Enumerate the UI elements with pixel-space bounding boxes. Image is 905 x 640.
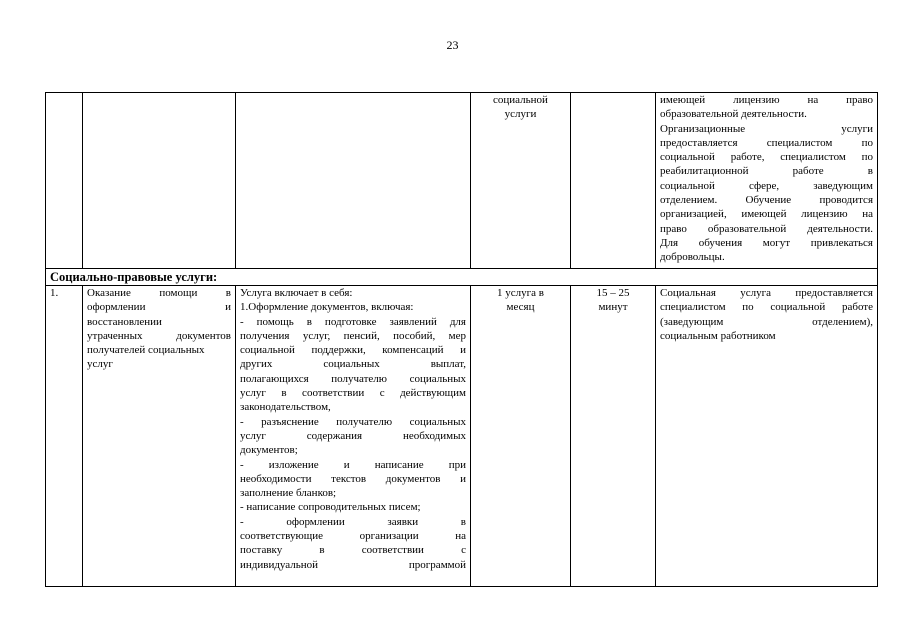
conditions-line: организацией, имеющей лицензию на [660,208,873,221]
description-line: других социальных выплат, [240,358,466,371]
conditions-line: Организационные услуги [660,122,873,135]
name-line: услуг [87,358,113,371]
conditions-line: реабилитационной работе в [660,165,873,178]
description-line: документов; [240,444,298,457]
description-line: необходимости текстов документов и [240,472,466,485]
description-line: услуг содержания необходимых [240,429,466,442]
description-line: 1.Оформление документов, включая: [240,301,414,314]
name-line: восстановлении [87,315,162,328]
conditions-line: предоставляется специалистом по [660,136,873,149]
conditions-line: добровольцы. [660,251,725,264]
section-row [46,269,878,286]
duration-line: минут [598,301,628,314]
section-title: Социально-правовые услуги: [46,269,878,286]
description-line: - разъяснение получателю социальных [240,415,466,428]
conditions-line: Для обучения могут привлекаться [660,236,873,249]
periodicity-line: месяц [506,301,535,314]
cell-conditions [656,286,878,587]
conditions-line: социальным работником [660,329,776,342]
name-line: получателей социальных [87,344,205,357]
conditions-line: имеющей лицензию на право [660,94,873,106]
conditions-line: социальной работе, специалистом по [660,151,873,164]
description-line: заполнение бланков; [240,487,337,500]
description-line: полагающихся получателю социальных [240,372,466,385]
cell-service-name [83,286,236,587]
cell-duration [571,93,656,269]
name-line: оформлении и [87,301,231,314]
services-table [45,92,878,587]
description-line: поставку в соответствии с [240,544,466,557]
description-line: социальной поддержки, компенсаций и [240,344,466,357]
conditions-line: специалистом по социальной работе [660,301,873,314]
description-line: получения услуг, пенсий, пособий, мер [240,329,466,342]
cell-number: 1. [46,286,83,587]
description-line: индивидуальной программой [240,558,466,571]
cell-periodicity [471,286,571,587]
cell-conditions [656,93,878,269]
description-line: услуг в соответствии с действующим [240,387,466,400]
name-line: утраченных документов [87,329,231,342]
cell-periodicity [471,93,571,269]
description-line: законодательством, [240,401,331,414]
conditions-line: социальной сфере, заведующим [660,179,873,192]
cell-service-description [236,93,471,269]
page-number: 23 [446,38,459,52]
conditions-line: отделением. Обучение проводится [660,194,873,207]
cell-number [46,93,83,269]
description-line: Услуга включает в себя: [240,287,353,299]
conditions-line: (заведующим отделением), [660,315,873,328]
cell-duration [571,286,656,587]
conditions-line: Социальная услуга предоставляется [660,287,873,299]
description-line: - оформлении заявки в [240,515,466,528]
description-line: - изложение и написание при [240,458,466,471]
description-line: соответствующие организации на [240,530,466,543]
table-row-service [46,286,878,587]
description-line: - написание сопроводительных писем; [240,501,421,514]
description-line: - помощь в подготовке заявлений для [240,315,466,328]
conditions-line: образовательной деятельности. [660,108,807,121]
periodicity-line: 1 услуга в [497,287,544,299]
periodicity-line: услуги [504,108,537,121]
conditions-line: право образовательной деятельности. [660,222,873,235]
cell-service-description [236,286,471,587]
name-line: Оказание помощи в [87,287,231,299]
cell-service-name [83,93,236,269]
table-row-continuation [46,93,878,269]
duration-line: 15 – 25 [596,287,630,299]
periodicity-line: социальной [493,94,548,106]
